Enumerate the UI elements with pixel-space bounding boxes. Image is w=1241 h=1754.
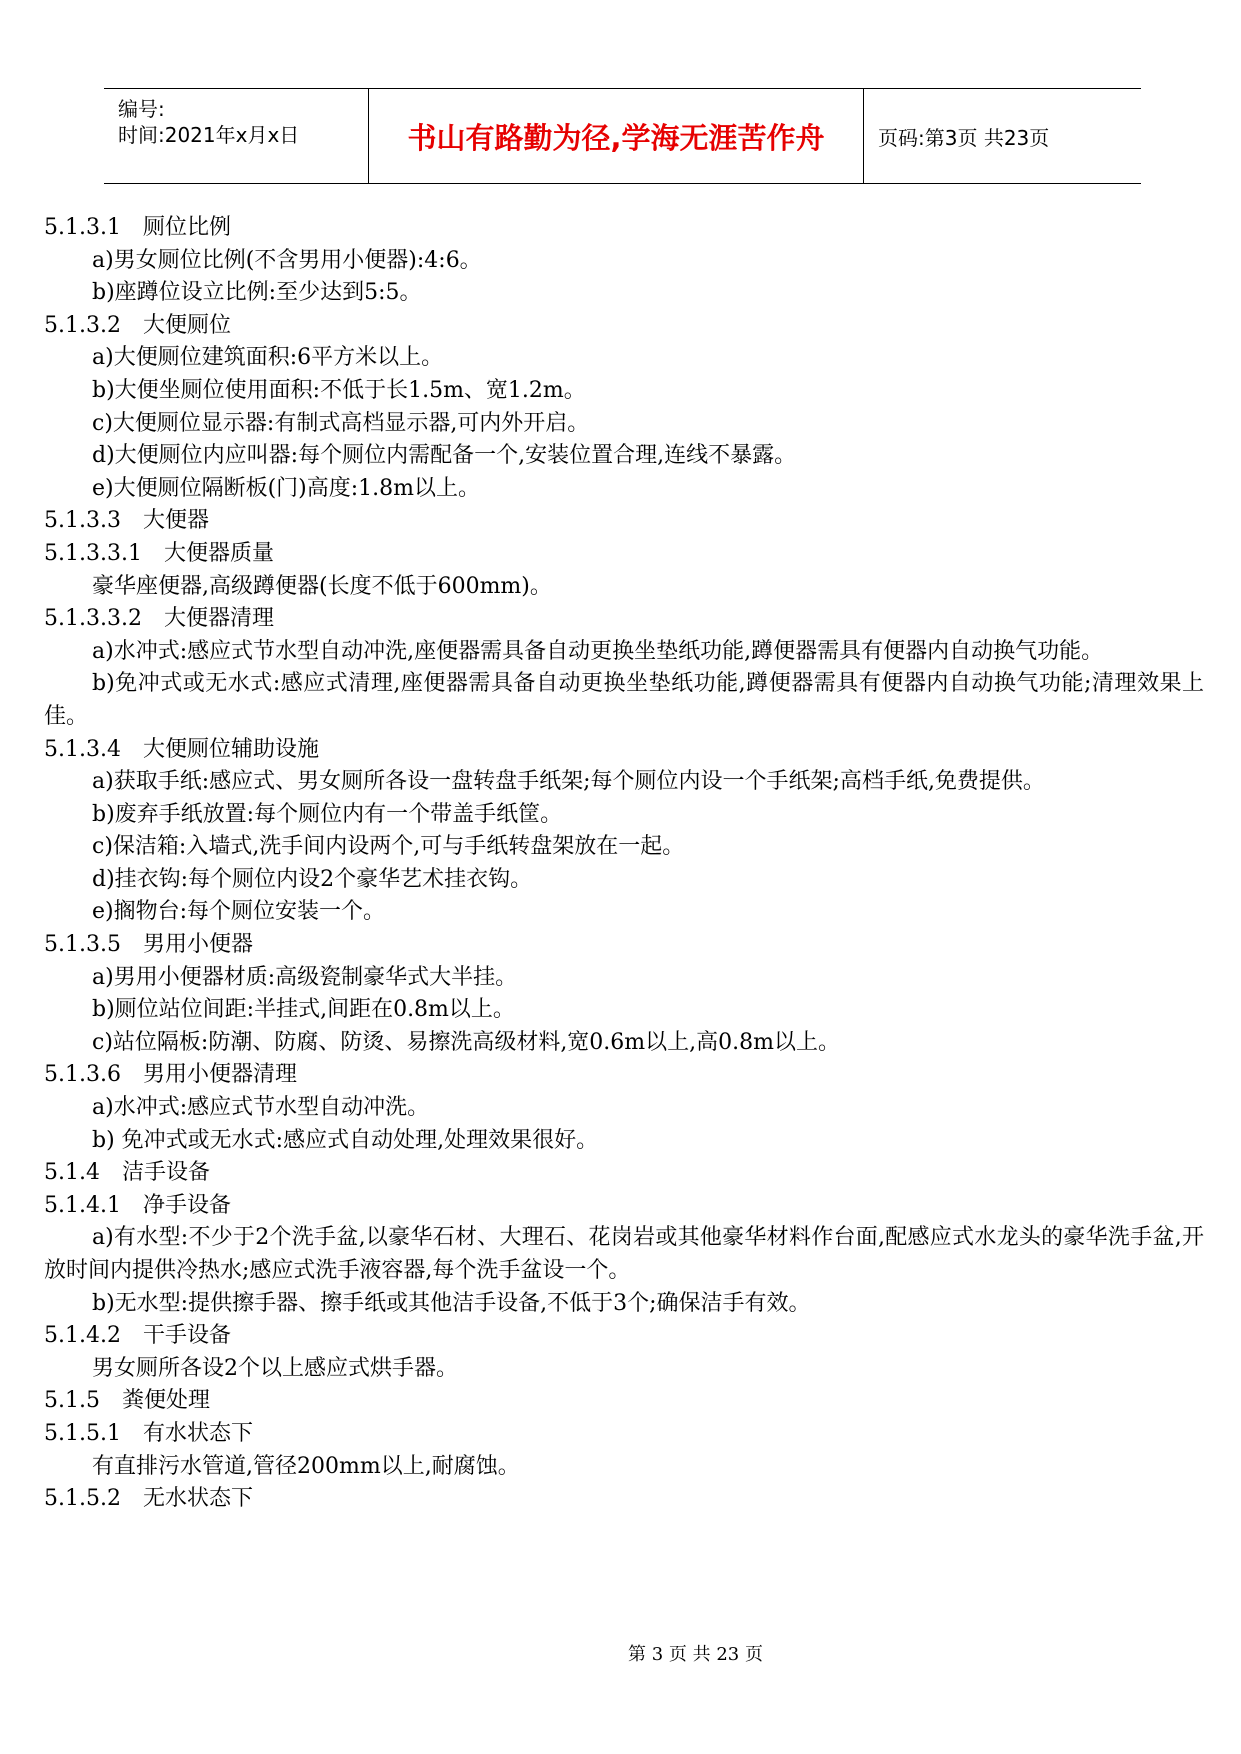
paragraph: d)大便厕位内应叫器:每个厕位内需配备一个,安装位置合理,连线不暴露。	[92, 443, 797, 469]
section-heading: 5.1.3.1 厕位比例	[44, 215, 231, 240]
section-heading: 5.1.3.2 大便厕位	[44, 312, 231, 338]
paragraph: b) 免冲式或无水式:感应式自动处理,处理效果很好。	[92, 1127, 599, 1153]
paragraph: a)水冲式:感应式节水型自动冲洗,座便器需具备自动更换坐垫纸功能,蹲便器需具有便器内自动换气功能。	[92, 638, 1104, 664]
header-meta-cell	[104, 89, 369, 183]
section-heading: 5.1.3.6 男用小便器清理	[44, 1062, 297, 1088]
paragraph: a)有水型:不少于2个洗手盆,以豪华石材、大理石、花岗岩或其他豪华材料作台面,配感应式水龙头的豪华洗手盆,开放时间内提供冷热水;感应式洗手液容器,每个洗手盆设一个。	[44, 1225, 1204, 1283]
section-heading: 5.1.4.2 干手设备	[44, 1323, 231, 1349]
section-heading: 5.1.5.1 有水状态下	[44, 1420, 253, 1446]
paragraph: 有直排污水管道,管径200mm以上,耐腐蚀。	[92, 1453, 520, 1479]
page-footer: 第 3 页 共 23 页	[628, 1644, 763, 1665]
paragraph: 男女厕所各设2个以上感应式烘手器。	[92, 1355, 458, 1381]
paragraph: c)保洁箱:入墙式,洗手间内设两个,可与手纸转盘架放在一起。	[92, 834, 685, 860]
paragraph: b)厕位站位间距:半挂式,间距在0.8m以上。	[92, 997, 515, 1023]
header-motto: 书山有路勤为径,学海无涯苦作舟	[369, 89, 864, 183]
section-heading: 5.1.5.2 无水状态下	[44, 1486, 253, 1512]
paragraph: c)大便厕位显示器:有制式高档显示器,可内外开启。	[92, 410, 590, 436]
paragraph: b)废弃手纸放置:每个厕位内有一个带盖手纸筐。	[92, 801, 563, 827]
document-time-label: 时间:2021年x月x日	[118, 123, 300, 147]
section-heading: 5.1.4 洁手设备	[44, 1160, 210, 1186]
section-heading: 5.1.3.3 大便器	[44, 508, 209, 534]
section-heading: 5.1.3.3.1 大便器质量	[44, 540, 274, 566]
paragraph: b)免冲式或无水式:感应式清理,座便器需具备自动更换坐垫纸功能,蹲便器需具有便器内自动换气功能;清理效果上佳。	[44, 671, 1204, 729]
paragraph: b)无水型:提供擦手器、擦手纸或其他洁手设备,不低于3个;确保洁手有效。	[92, 1290, 811, 1316]
paragraph: e)大便厕位隔断板(门)高度:1.8m以上。	[92, 475, 481, 501]
paragraph: a)男女厕位比例(不含男用小便器):4:6。	[92, 247, 482, 273]
paragraph: a)水冲式:感应式节水型自动冲洗。	[92, 1095, 430, 1121]
section-heading: 5.1.3.4 大便厕位辅助设施	[44, 736, 319, 762]
paragraph: b)座蹲位设立比例:至少达到5:5。	[92, 280, 422, 306]
document-number-label: 编号:	[118, 97, 165, 121]
section-heading: 5.1.4.1 净手设备	[44, 1192, 231, 1218]
paragraph: a)男用小便器材质:高级瓷制豪华式大半挂。	[92, 964, 518, 990]
section-heading: 5.1.5 粪便处理	[44, 1388, 210, 1414]
section-heading: 5.1.3.3.2 大便器清理	[44, 606, 274, 632]
page-header	[104, 88, 1141, 184]
paragraph: d)挂衣钩:每个厕位内设2个豪华艺术挂衣钩。	[92, 866, 533, 892]
document-body	[44, 212, 1204, 1516]
paragraph: a)大便厕位建筑面积:6平方米以上。	[92, 345, 444, 371]
paragraph: c)站位隔板:防潮、防腐、防烫、易擦洗高级材料,宽0.6m以上,高0.8m以上。	[92, 1029, 841, 1055]
paragraph: b)大便坐厕位使用面积:不低于长1.5m、宽1.2m。	[92, 377, 586, 403]
paragraph: 豪华座便器,高级蹲便器(长度不低于600mm)。	[92, 573, 552, 599]
header-page-number: 页码:第3页 共23页	[878, 125, 1050, 150]
paragraph: a)获取手纸:感应式、男女厕所各设一盘转盘手纸架;每个厕位内设一个手纸架;高档手纸,免费提供。	[92, 769, 1045, 795]
paragraph: e)搁物台:每个厕位安装一个。	[92, 899, 386, 925]
section-heading: 5.1.3.5 男用小便器	[44, 932, 253, 958]
